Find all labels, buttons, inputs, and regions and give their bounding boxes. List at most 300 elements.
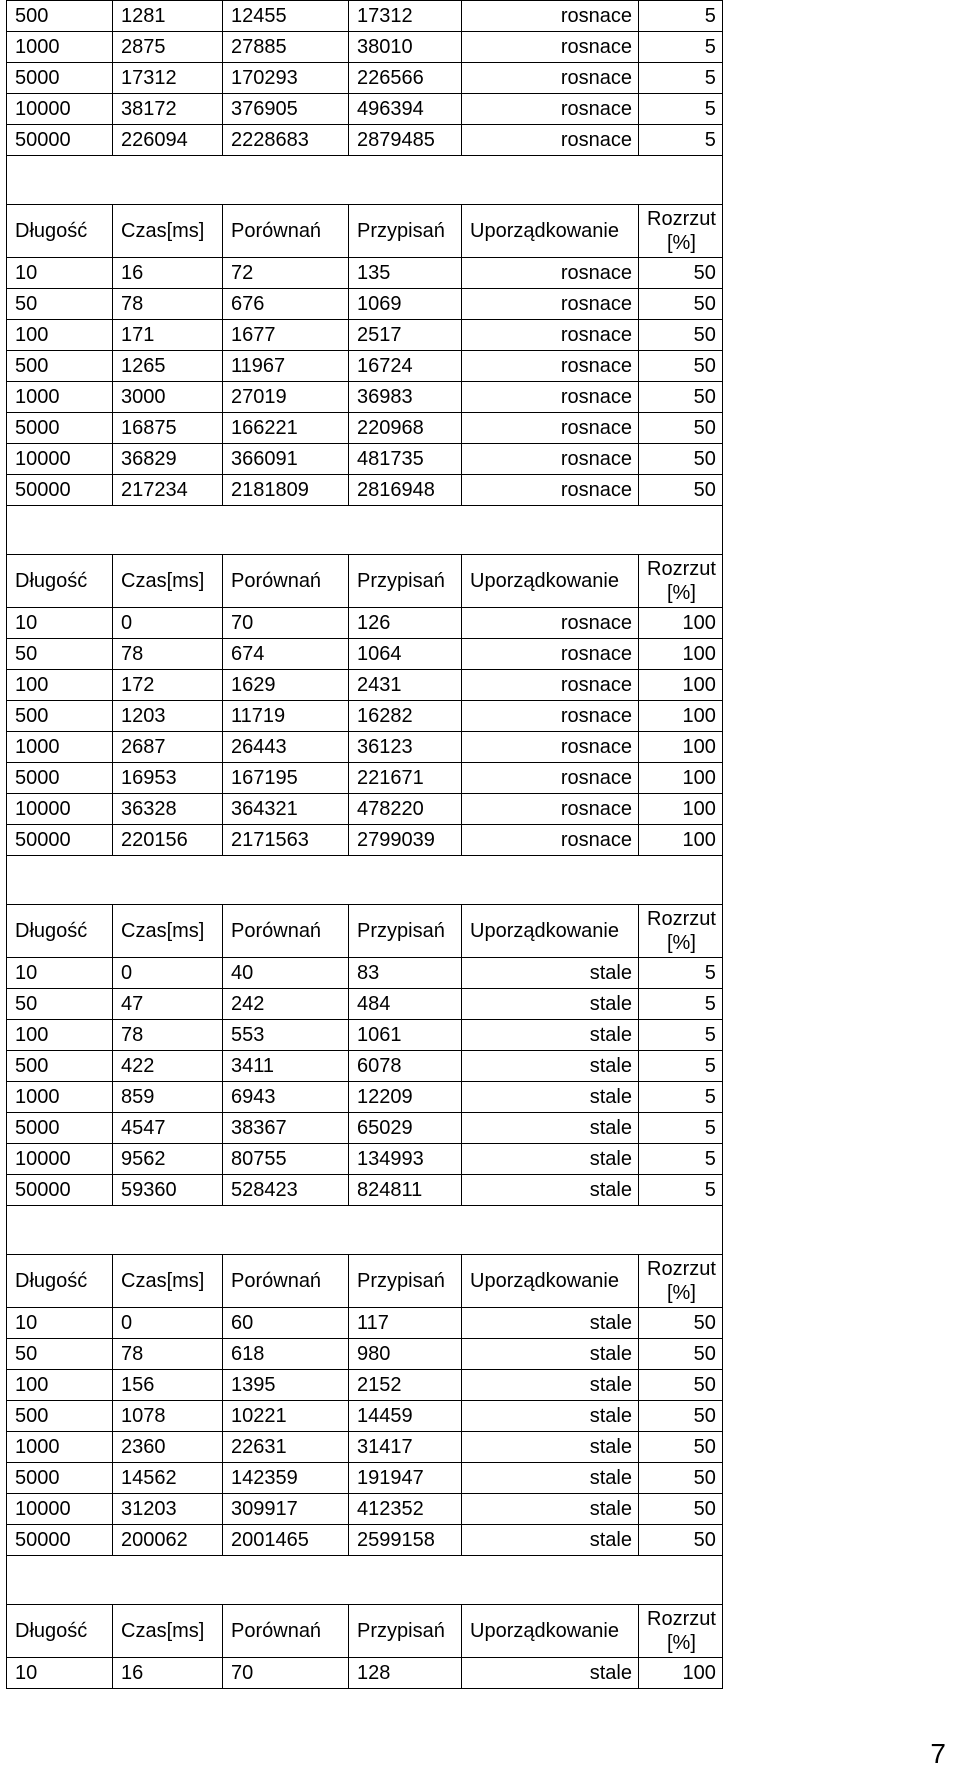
table-cell: 100 (639, 794, 723, 825)
table-cell: 5 (639, 1, 723, 32)
table-cell: 78 (113, 639, 223, 670)
table-cell: 1203 (113, 701, 223, 732)
header-ordering: Uporządkowanie (462, 1255, 639, 1308)
header-assignments: Przypisań (349, 1255, 462, 1308)
table-cell: 12455 (223, 1, 349, 32)
table-cell: rosnace (462, 794, 639, 825)
table-row (7, 1463, 723, 1494)
header-assignments: Przypisań (349, 1605, 462, 1658)
table-row (7, 1401, 723, 1432)
table-cell: rosnace (462, 258, 639, 289)
header-spread-line1: Rozrzut (647, 908, 716, 930)
table-cell: 80755 (223, 1144, 349, 1175)
table-cell: stale (462, 1144, 639, 1175)
table-cell: 100 (7, 670, 113, 701)
table-cell: 6943 (223, 1082, 349, 1113)
table-cell: 10 (7, 1308, 113, 1339)
table-cell: 60 (223, 1308, 349, 1339)
header-length: Długość (7, 205, 113, 258)
table-cell: 1281 (113, 1, 223, 32)
table-cell: 10000 (7, 444, 113, 475)
header-row (7, 1255, 723, 1308)
table-cell: 100 (639, 732, 723, 763)
table-cell: 17312 (349, 1, 462, 32)
table-row (7, 639, 723, 670)
table-cell: 1677 (223, 320, 349, 351)
table-cell: 1000 (7, 382, 113, 413)
table-cell: 2360 (113, 1432, 223, 1463)
table-cell: 859 (113, 1082, 223, 1113)
section-gap (7, 856, 723, 905)
table-cell: stale (462, 1175, 639, 1206)
table-row (7, 1308, 723, 1339)
table-cell: 10000 (7, 94, 113, 125)
table-row (7, 1113, 723, 1144)
table-cell: 50 (639, 351, 723, 382)
table-cell: 50000 (7, 475, 113, 506)
table-cell: 12209 (349, 1082, 462, 1113)
header-assignments: Przypisań (349, 905, 462, 958)
header-spread-line1: Rozrzut (647, 558, 716, 580)
table-cell: 100 (639, 825, 723, 856)
table-cell: stale (462, 1051, 639, 1082)
section-gap (7, 1206, 723, 1255)
table-cell: 65029 (349, 1113, 462, 1144)
table-cell: 676 (223, 289, 349, 320)
table-cell: 6078 (349, 1051, 462, 1082)
table-cell: 0 (113, 608, 223, 639)
table-cell: 10 (7, 1658, 113, 1689)
table-cell: 5 (639, 1020, 723, 1051)
table-cell: 5 (639, 1051, 723, 1082)
table-cell: 50000 (7, 125, 113, 156)
table-row (7, 1051, 723, 1082)
table-row (7, 825, 723, 856)
table-row (7, 732, 723, 763)
header-spread-line2: [%] (667, 1282, 696, 1304)
table-cell: 1078 (113, 1401, 223, 1432)
table-cell: 2816948 (349, 475, 462, 506)
table-cell: 10000 (7, 794, 113, 825)
table-cell: 5 (639, 32, 723, 63)
table-cell: 422 (113, 1051, 223, 1082)
header-comparisons: Porównań (223, 1255, 349, 1308)
table-cell: rosnace (462, 444, 639, 475)
table-row (7, 1525, 723, 1556)
table-cell: 2181809 (223, 475, 349, 506)
table-cell: 142359 (223, 1463, 349, 1494)
header-comparisons: Porównań (223, 555, 349, 608)
table-cell: 36328 (113, 794, 223, 825)
header-length: Długość (7, 905, 113, 958)
table-cell: 50000 (7, 825, 113, 856)
table-cell: 226094 (113, 125, 223, 156)
table-cell: 50 (639, 1463, 723, 1494)
table-cell: 221671 (349, 763, 462, 794)
table-cell: 31417 (349, 1432, 462, 1463)
table-cell: 528423 (223, 1175, 349, 1206)
results-table (6, 0, 723, 1689)
table-cell: stale (462, 1082, 639, 1113)
table-cell: 5 (639, 989, 723, 1020)
table-cell: 14562 (113, 1463, 223, 1494)
table-cell: 10 (7, 608, 113, 639)
header-comparisons: Porównań (223, 205, 349, 258)
page-number: 7 (930, 1738, 946, 1769)
table-cell: 1395 (223, 1370, 349, 1401)
table-cell: 478220 (349, 794, 462, 825)
table-cell: stale (462, 1463, 639, 1494)
table-row (7, 382, 723, 413)
table-cell: 553 (223, 1020, 349, 1051)
table-cell: 36123 (349, 732, 462, 763)
table-cell: 9562 (113, 1144, 223, 1175)
header-length: Długość (7, 1605, 113, 1658)
table-row (7, 125, 723, 156)
header-length: Długość (7, 555, 113, 608)
header-spread (639, 1605, 723, 1658)
table-cell: 38010 (349, 32, 462, 63)
table-cell: 217234 (113, 475, 223, 506)
table-cell: 1265 (113, 351, 223, 382)
section-gap (7, 156, 723, 205)
table-cell: 166221 (223, 413, 349, 444)
table-cell: 128 (349, 1658, 462, 1689)
header-time: Czas[ms] (113, 1255, 223, 1308)
table-cell: 618 (223, 1339, 349, 1370)
table-cell: 364321 (223, 794, 349, 825)
section-gap (7, 1556, 723, 1605)
table-row (7, 475, 723, 506)
table-cell: 5000 (7, 63, 113, 94)
table-cell: 167195 (223, 763, 349, 794)
header-comparisons: Porównań (223, 1605, 349, 1658)
table-cell: 38172 (113, 94, 223, 125)
header-ordering: Uporządkowanie (462, 205, 639, 258)
table-cell: 38367 (223, 1113, 349, 1144)
table-cell: 4547 (113, 1113, 223, 1144)
header-length: Długość (7, 1255, 113, 1308)
table-cell: stale (462, 1494, 639, 1525)
table-cell: 5 (639, 94, 723, 125)
table-cell: 1000 (7, 1432, 113, 1463)
table-cell: 2431 (349, 670, 462, 701)
header-spread (639, 205, 723, 258)
table-row (7, 1658, 723, 1689)
table-cell: 16 (113, 258, 223, 289)
table-cell: stale (462, 1370, 639, 1401)
table-cell: 220156 (113, 825, 223, 856)
header-time: Czas[ms] (113, 1605, 223, 1658)
table-cell: 1069 (349, 289, 462, 320)
table-cell: rosnace (462, 289, 639, 320)
table-cell: 10000 (7, 1144, 113, 1175)
table-cell: 496394 (349, 94, 462, 125)
table-row (7, 1370, 723, 1401)
table-cell: 500 (7, 351, 113, 382)
table-cell: 100 (7, 320, 113, 351)
table-cell: 366091 (223, 444, 349, 475)
table-row (7, 1082, 723, 1113)
table-cell: 50 (639, 289, 723, 320)
table-cell: 11719 (223, 701, 349, 732)
table-cell: 2152 (349, 1370, 462, 1401)
table-cell: 16953 (113, 763, 223, 794)
table-cell: 72 (223, 258, 349, 289)
table-cell: rosnace (462, 825, 639, 856)
table-cell: 2599158 (349, 1525, 462, 1556)
table-cell: stale (462, 1401, 639, 1432)
table-cell: 674 (223, 639, 349, 670)
header-ordering: Uporządkowanie (462, 905, 639, 958)
table-cell: 5 (639, 1144, 723, 1175)
table-cell: 500 (7, 1401, 113, 1432)
table-cell: 1000 (7, 1082, 113, 1113)
table-cell: 50 (639, 444, 723, 475)
table-cell: stale (462, 1339, 639, 1370)
table-cell: 2001465 (223, 1525, 349, 1556)
header-ordering: Uporządkowanie (462, 1605, 639, 1658)
table-cell: 2171563 (223, 825, 349, 856)
table-cell: 27019 (223, 382, 349, 413)
table-row (7, 444, 723, 475)
header-comparisons: Porównań (223, 905, 349, 958)
table-cell: 70 (223, 1658, 349, 1689)
table-cell: 36829 (113, 444, 223, 475)
table-cell: 10 (7, 958, 113, 989)
table-cell: 135 (349, 258, 462, 289)
table-cell: 50 (639, 382, 723, 413)
table-cell: 170293 (223, 63, 349, 94)
table-cell: stale (462, 1658, 639, 1689)
table-cell: 50 (639, 475, 723, 506)
table-cell: rosnace (462, 351, 639, 382)
table-cell: 50 (7, 1339, 113, 1370)
table-cell: 10000 (7, 1494, 113, 1525)
table-cell: 100 (7, 1020, 113, 1051)
table-cell: 1000 (7, 732, 113, 763)
table-cell: 171 (113, 320, 223, 351)
table-cell: 22631 (223, 1432, 349, 1463)
table-cell: 50 (639, 1525, 723, 1556)
table-cell: 36983 (349, 382, 462, 413)
table-cell: 16282 (349, 701, 462, 732)
table-cell: 2687 (113, 732, 223, 763)
header-assignments: Przypisań (349, 555, 462, 608)
table-cell: 100 (7, 1370, 113, 1401)
table-cell: 14459 (349, 1401, 462, 1432)
table-cell: 5 (639, 63, 723, 94)
table-row (7, 1175, 723, 1206)
table-cell: 5 (639, 1082, 723, 1113)
table-cell: 27885 (223, 32, 349, 63)
table-cell: rosnace (462, 608, 639, 639)
table-cell: 412352 (349, 1494, 462, 1525)
table-cell: 220968 (349, 413, 462, 444)
table-cell: 50000 (7, 1175, 113, 1206)
table-cell: stale (462, 1113, 639, 1144)
table-cell: rosnace (462, 670, 639, 701)
table-row (7, 320, 723, 351)
table-row (7, 94, 723, 125)
table-cell: stale (462, 1525, 639, 1556)
table-cell: 226566 (349, 63, 462, 94)
table-cell: 10 (7, 258, 113, 289)
table-cell: 5 (639, 125, 723, 156)
table-cell: rosnace (462, 701, 639, 732)
table-cell: 11967 (223, 351, 349, 382)
header-time: Czas[ms] (113, 905, 223, 958)
table-cell: 126 (349, 608, 462, 639)
table-cell: 50 (639, 413, 723, 444)
table-cell: rosnace (462, 639, 639, 670)
table-row (7, 413, 723, 444)
table-cell: rosnace (462, 763, 639, 794)
table-cell: rosnace (462, 320, 639, 351)
table-cell: stale (462, 1020, 639, 1051)
table-cell: 10221 (223, 1401, 349, 1432)
table-cell: 5000 (7, 1113, 113, 1144)
table-row (7, 1339, 723, 1370)
table-cell: 83 (349, 958, 462, 989)
header-spread-line2: [%] (667, 932, 696, 954)
table-cell: 100 (639, 1658, 723, 1689)
header-assignments: Przypisań (349, 205, 462, 258)
header-time: Czas[ms] (113, 205, 223, 258)
table-cell: 100 (639, 639, 723, 670)
table-row (7, 1432, 723, 1463)
table-cell: 1064 (349, 639, 462, 670)
header-row (7, 905, 723, 958)
table-row (7, 670, 723, 701)
table-cell: 191947 (349, 1463, 462, 1494)
table-cell: 1061 (349, 1020, 462, 1051)
table-cell: 156 (113, 1370, 223, 1401)
table-cell: 2799039 (349, 825, 462, 856)
table-cell: 5000 (7, 763, 113, 794)
table-cell: 5 (639, 1175, 723, 1206)
table-cell: 134993 (349, 1144, 462, 1175)
table-cell: 824811 (349, 1175, 462, 1206)
table-cell: 70 (223, 608, 349, 639)
table-row (7, 289, 723, 320)
table-cell: 0 (113, 1308, 223, 1339)
table-cell: 5 (639, 1113, 723, 1144)
header-spread (639, 555, 723, 608)
table-cell: 50 (639, 1339, 723, 1370)
table-row (7, 1494, 723, 1525)
table-cell: 2517 (349, 320, 462, 351)
table-row (7, 351, 723, 382)
table-cell: 50 (7, 989, 113, 1020)
header-spread-line2: [%] (667, 582, 696, 604)
table-row (7, 258, 723, 289)
table-row (7, 701, 723, 732)
table-cell: stale (462, 1308, 639, 1339)
table-row (7, 63, 723, 94)
table-cell: 117 (349, 1308, 462, 1339)
table-cell: 50 (639, 320, 723, 351)
table-cell: 17312 (113, 63, 223, 94)
table-cell: 500 (7, 1, 113, 32)
table-cell: 3000 (113, 382, 223, 413)
table-cell: 500 (7, 1051, 113, 1082)
table-cell: 78 (113, 1020, 223, 1051)
table-cell: 100 (639, 701, 723, 732)
table-cell: rosnace (462, 1, 639, 32)
table-cell: 16724 (349, 351, 462, 382)
section-gap (7, 506, 723, 555)
table-cell: rosnace (462, 63, 639, 94)
table-cell: 3411 (223, 1051, 349, 1082)
table-cell: stale (462, 958, 639, 989)
table-cell: 1629 (223, 670, 349, 701)
table-cell: 31203 (113, 1494, 223, 1525)
table-cell: 0 (113, 958, 223, 989)
table-cell: 50 (639, 1401, 723, 1432)
table-cell: 200062 (113, 1525, 223, 1556)
table-cell: 484 (349, 989, 462, 1020)
table-cell: 26443 (223, 732, 349, 763)
table-cell: rosnace (462, 125, 639, 156)
table-cell: 100 (639, 608, 723, 639)
header-spread (639, 1255, 723, 1308)
table-cell: 50 (639, 1494, 723, 1525)
header-spread-line1: Rozrzut (647, 1258, 716, 1280)
table-row (7, 1020, 723, 1051)
table-row (7, 1, 723, 32)
table-cell: 16 (113, 1658, 223, 1689)
table-cell: 172 (113, 670, 223, 701)
table-cell: 5000 (7, 413, 113, 444)
table-cell: 50 (7, 639, 113, 670)
header-row (7, 1605, 723, 1658)
table-cell: 500 (7, 701, 113, 732)
table-cell: rosnace (462, 32, 639, 63)
table-cell: rosnace (462, 94, 639, 125)
header-spread-line2: [%] (667, 232, 696, 254)
table-cell: 242 (223, 989, 349, 1020)
table-row (7, 608, 723, 639)
header-row (7, 205, 723, 258)
table-row (7, 32, 723, 63)
header-time: Czas[ms] (113, 555, 223, 608)
table-cell: 50 (639, 258, 723, 289)
table-cell: rosnace (462, 382, 639, 413)
table-row (7, 958, 723, 989)
table-cell: 2228683 (223, 125, 349, 156)
table-cell: stale (462, 1432, 639, 1463)
table-cell: rosnace (462, 475, 639, 506)
table-cell: 50 (639, 1432, 723, 1463)
table-row (7, 763, 723, 794)
table-row (7, 989, 723, 1020)
table-cell: 1000 (7, 32, 113, 63)
table-cell: 481735 (349, 444, 462, 475)
table-cell: 50 (7, 289, 113, 320)
table-cell: 309917 (223, 1494, 349, 1525)
table-row (7, 794, 723, 825)
table-cell: 980 (349, 1339, 462, 1370)
table-cell: 40 (223, 958, 349, 989)
header-spread-line1: Rozrzut (647, 208, 716, 230)
table-cell: 50 (639, 1308, 723, 1339)
table-cell: 5 (639, 958, 723, 989)
table-cell: stale (462, 989, 639, 1020)
table-cell: 50 (639, 1370, 723, 1401)
header-ordering: Uporządkowanie (462, 555, 639, 608)
table-cell: 50000 (7, 1525, 113, 1556)
